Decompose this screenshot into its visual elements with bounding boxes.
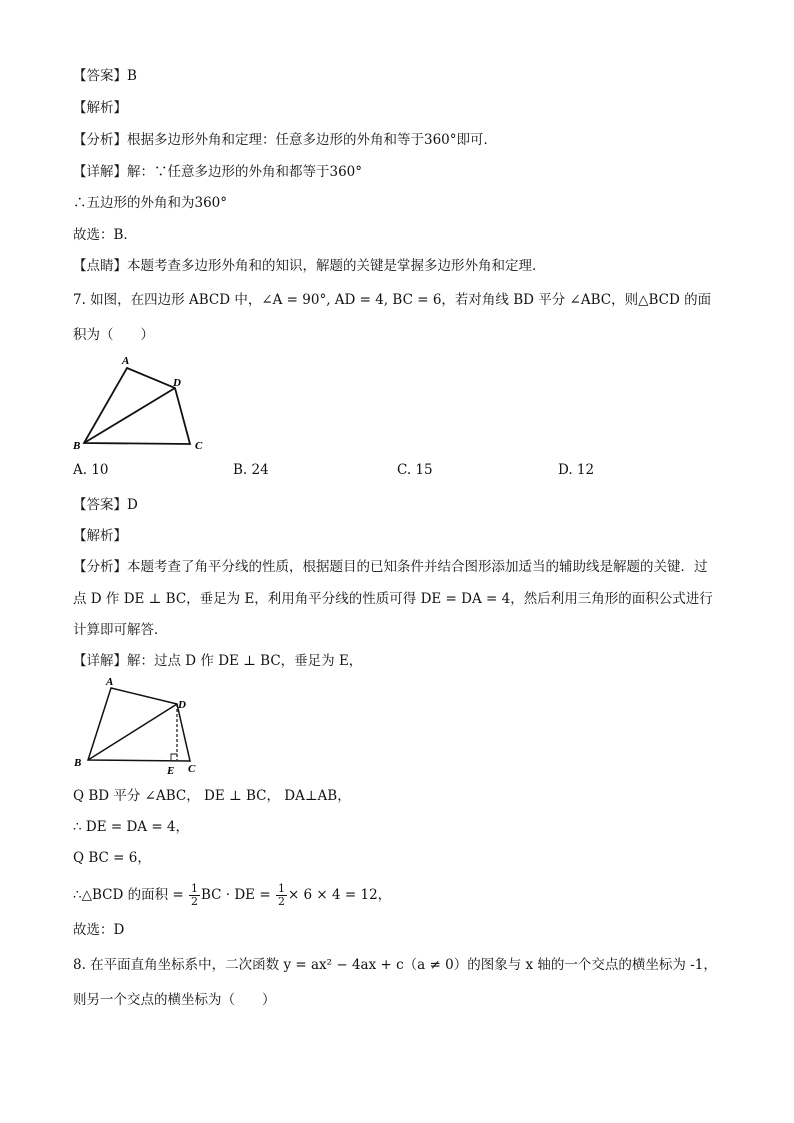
conclusion-line: ∴五边形的外角和为360° (73, 195, 228, 211)
analysis-line-2a: 【分析】本题考查了角平分线的性质，根据题目的已知条件并结合图形添加适当的辅助线是解题的关键．过 (73, 559, 708, 575)
choice-line-2: 故选：D (73, 922, 125, 938)
detail-line-2: 【详解】解：过点 D 作 DE ⊥ BC，垂足为 E， (73, 653, 363, 669)
analysis-line: 【分析】根据多边形外角和定理：任意多边形的外角和等于360°即可． (73, 132, 498, 148)
step-4-area-formula (73, 883, 391, 908)
label-D: D (173, 377, 181, 389)
step-2: ∴ DE = DA = 4， (73, 819, 190, 835)
figure-with-perpendicular (70, 672, 210, 780)
question-8-stem: 8. 在平面直角坐标系中，二次函数 y = ax² − 4ax + c（a ≠ 0）的图象与 x 轴的一个交点的横坐标为 -1， (73, 957, 717, 973)
label-D-2: D (178, 699, 186, 711)
answer-line: 【答案】B (73, 68, 137, 84)
question-7-stem: 7. 如图，在四边形 ABCD 中，∠A = 90°, AD = 4, BC = 6，若对角线 BD 平分 ∠ABC，则△BCD 的面 (73, 292, 712, 308)
analysis-heading: 【解析】 (73, 100, 127, 116)
area-prefix: ∴△BCD 的面积 = (73, 887, 188, 903)
figure-quadrilateral (68, 352, 218, 458)
label-A-2: A (106, 676, 114, 688)
area-result: × 6 × 4 = 12， (287, 887, 392, 903)
remark-line: 【点睛】本题考查多边形外角和的知识，解题的关键是掌握多边形外角和定理． (73, 258, 546, 274)
analysis-heading-2: 【解析】 (73, 528, 127, 544)
question-7-stem-cont: 积为（ ） (73, 327, 154, 343)
option-a: A. 10 (73, 462, 109, 478)
fraction-half-2: $\frac{1}{2}$ (277, 882, 285, 908)
label-C: C (195, 440, 203, 452)
analysis-line-2c: 计算即可解答． (73, 622, 168, 638)
label-B-2: B (74, 757, 82, 769)
label-B: B (73, 440, 81, 452)
option-b: B. 24 (233, 462, 269, 478)
area-middle: BC · DE = (200, 887, 275, 903)
answer-line-2: 【答案】D (73, 497, 138, 513)
label-E: E (167, 765, 175, 777)
analysis-line-2b: 点 D 作 DE ⊥ BC，垂足为 E，利用角平分线的性质可得 DE = DA = 4，然后利用三角形的面积公式进行 (73, 591, 713, 607)
label-C-2: C (188, 763, 196, 775)
step-3: Q BC = 6， (73, 850, 151, 866)
choice-line: 故选：B． (73, 227, 137, 243)
detail-line: 【详解】解：∵任意多边形的外角和都等于360° (73, 164, 363, 180)
option-d: D. 12 (558, 462, 595, 478)
label-A: A (122, 355, 130, 367)
option-c: C. 15 (397, 462, 433, 478)
step-1: Q BD 平分 ∠ABC， DE ⊥ BC， DA⊥AB， (73, 788, 351, 804)
question-8-stem-cont: 则另一个交点的横坐标为（ ） (73, 992, 276, 1008)
fraction-half-1: $\frac{1}{2}$ (190, 882, 198, 908)
